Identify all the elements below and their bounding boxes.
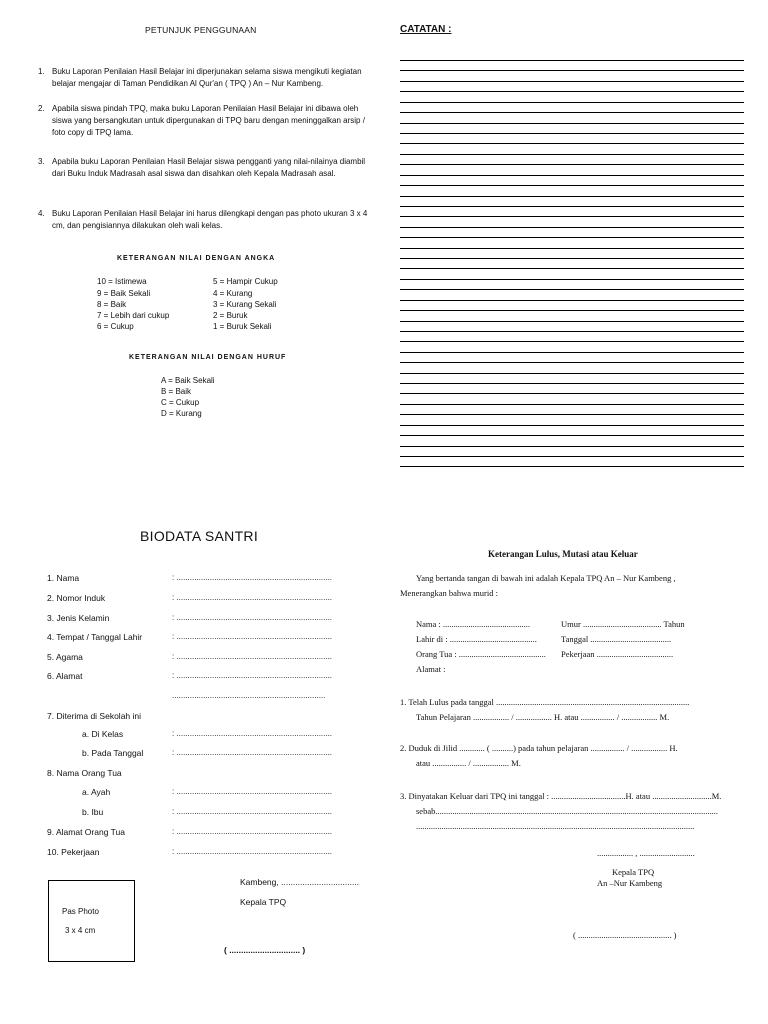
instruction-2	[38, 103, 370, 139]
instruction-3	[38, 156, 370, 180]
lulus-point-3-reason-2: ...................................................................................................................................	[416, 821, 695, 831]
catatan-line[interactable]	[400, 70, 744, 71]
lulus-point-1-year: Tahun Pelajaran ................. / ................. H. atau ................ / ................. M.	[416, 712, 670, 722]
biodata-field[interactable]: : ......................................................................	[172, 573, 333, 582]
angka-row: 7 = Lebih dari cukup	[97, 311, 170, 320]
angka-row: 5 = Hampir Cukup	[213, 277, 278, 286]
biodata-field[interactable]: : ......................................................................	[172, 748, 333, 757]
lulus-point-3: 3. Dinyatakan Keluar dari TPQ ini tanggal : ...................................H. atau ............................M.	[400, 791, 722, 801]
catatan-line[interactable]	[400, 383, 744, 384]
lulus-point-2: 2. Duduk di Jilid ............ ( ..........) pada tahun pelajaran ................ / ................. H.	[400, 743, 678, 753]
instruction-text: Apabila buku Laporan Penilaian Hasil Belajar siswa pengganti yang nilai-nilainya diambil dari Buku Induk Madrasah asal siswa dan disahkan oleh Kepala Madrasah asal.	[52, 157, 366, 178]
biodata-label: 5. Agama	[47, 652, 83, 662]
biodata-field[interactable]: : ......................................................................	[172, 632, 333, 641]
lulus-alamat: Alamat :	[416, 664, 446, 674]
biodata-label: 9. Alamat Orang Tua	[47, 827, 125, 837]
angka-row: 9 = Baik Sekali	[97, 289, 151, 298]
lulus-tanggal: Tanggal ......................................	[561, 634, 672, 644]
biodata-field[interactable]: : ......................................................................	[172, 652, 333, 661]
lulus-intro: Yang bertanda tangan di bawah ini adalah Kepala TPQ An – Nur Kambeng ,	[416, 573, 676, 583]
catatan-line[interactable]	[400, 154, 744, 155]
biodata-label: 3. Jenis Kelamin	[47, 613, 110, 623]
lulus-place-date: ................. , ..........................	[597, 848, 695, 858]
catatan-line[interactable]	[400, 185, 744, 186]
catatan-line[interactable]	[400, 133, 744, 134]
catatan-line[interactable]	[400, 112, 744, 113]
lulus-point-3-reason: sebab.....................................................................................................................................	[416, 806, 718, 816]
instruction-1	[38, 66, 370, 90]
lulus-point-2-year: atau ................ / ................. M.	[416, 758, 521, 768]
catatan-line[interactable]	[400, 362, 744, 363]
instruction-text: Buku Laporan Penilaian Hasil Belajar ini diperjunakan selama siswa mengikuti kegiatan belajar mengajar di Taman Pendidikan Al Qur'an ( TPQ ) An – Nur Kambeng.	[52, 67, 362, 88]
biodata-field[interactable]: : ......................................................................	[172, 729, 333, 738]
biodata-label: b. Pada Tanggal	[82, 748, 144, 758]
catatan-line[interactable]	[400, 373, 744, 374]
biodata-field[interactable]: : ......................................................................	[172, 847, 333, 856]
biodata-label: 6. Alamat	[47, 671, 83, 681]
catatan-line[interactable]	[400, 237, 744, 238]
lulus-umur: Umur ..................................... Tahun	[561, 619, 685, 629]
catatan-line[interactable]	[400, 123, 744, 124]
lulus-kepala-2: An –Nur Kambeng	[597, 878, 663, 888]
biodata-label: 4. Tempat / Tanggal Lahir	[47, 632, 143, 642]
huruf-row: A = Baik Sekali	[161, 376, 215, 385]
catatan-line[interactable]	[400, 404, 744, 405]
biodata-field[interactable]: .....................................................................	[172, 691, 326, 700]
photo-box	[48, 880, 135, 962]
photo-label: Pas Photo	[62, 907, 99, 916]
catatan-line[interactable]	[400, 393, 744, 394]
instruction-text: Apabila siswa pindah TPQ, maka buku Laporan Penilaian Hasil Belajar ini dibawa oleh siswa yang bersangkutan untuk dipergunakan di TPQ baru dengan meninggalkan arsip / foto copy di TPQ lama.	[52, 104, 365, 137]
catatan-line[interactable]	[400, 331, 744, 332]
biodata-kepala: Kepala TPQ	[240, 897, 287, 907]
lulus-signature: ( ............................................ )	[573, 930, 677, 940]
biodata-label: 8. Nama Orang Tua	[47, 768, 122, 778]
catatan-line[interactable]	[400, 300, 744, 301]
biodata-label: 10. Pekerjaan	[47, 847, 100, 857]
lulus-pekerjaan: Pekerjaan ....................................	[561, 649, 674, 659]
photo-size: 3 x 4 cm	[65, 926, 96, 935]
biodata-label: a. Ayah	[82, 787, 111, 797]
biodata-field[interactable]: : ......................................................................	[172, 807, 333, 816]
biodata-label: a. Di Kelas	[82, 729, 124, 739]
angka-row: 8 = Baik	[97, 300, 127, 309]
catatan-line[interactable]	[400, 425, 744, 426]
angka-row: 6 = Cukup	[97, 322, 134, 331]
biodata-label: 1. Nama	[47, 573, 80, 583]
angka-row: 2 = Buruk	[213, 311, 248, 320]
catatan-line[interactable]	[400, 175, 744, 176]
biodata-title: BIODATA SANTRI	[140, 528, 259, 544]
lulus-point-1: 1. Telah Lulus pada tanggal ...........................................................................................	[400, 697, 690, 707]
angka-title: KETERANGAN NILAI DENGAN ANGKA	[117, 255, 276, 262]
angka-row: 4 = Kurang	[213, 289, 253, 298]
lulus-title: Keterangan Lulus, Mutasi atau Keluar	[488, 549, 638, 559]
catatan-line[interactable]	[400, 164, 744, 165]
angka-row: 10 = Istimewa	[97, 277, 147, 286]
biodata-field[interactable]: : ......................................................................	[172, 787, 333, 796]
instruction-number: 3.	[38, 157, 45, 166]
catatan-line[interactable]	[400, 310, 744, 311]
petunjuk-title: PETUNJUK PENGGUNAAN	[145, 25, 257, 35]
lulus-ortu: Orang Tua : .........................................	[416, 649, 546, 659]
lulus-nama: Nama : .........................................	[416, 619, 531, 629]
biodata-signature: ( .............................. )	[224, 945, 306, 955]
lulus-lahir: Lahir di : .........................................	[416, 634, 537, 644]
catatan-title: CATATAN :	[400, 24, 452, 35]
catatan-line[interactable]	[400, 248, 744, 249]
catatan-line[interactable]	[400, 279, 744, 280]
huruf-title: KETERANGAN NILAI DENGAN HURUF	[129, 354, 287, 361]
catatan-line[interactable]	[400, 435, 744, 436]
catatan-line[interactable]	[400, 258, 744, 259]
catatan-line[interactable]	[400, 216, 744, 217]
biodata-field[interactable]: : ......................................................................	[172, 827, 333, 836]
biodata-label: b. Ibu	[82, 807, 104, 817]
catatan-line[interactable]	[400, 414, 744, 415]
biodata-label: 2. Nomor Induk	[47, 593, 106, 603]
biodata-field[interactable]: : ......................................................................	[172, 613, 333, 622]
catatan-line[interactable]	[400, 321, 744, 322]
catatan-line[interactable]	[400, 446, 744, 447]
lulus-kepala: Kepala TPQ	[612, 867, 655, 877]
instruction-4	[38, 208, 370, 232]
catatan-line[interactable]	[400, 196, 744, 197]
biodata-label: 7. Diterima di Sekolah ini	[47, 711, 142, 721]
angka-row: 1 = Buruk Sekali	[213, 322, 272, 331]
angka-row: 3 = Kurang Sekali	[213, 300, 277, 309]
catatan-line[interactable]	[400, 91, 744, 92]
catatan-line[interactable]	[400, 289, 744, 290]
catatan-line[interactable]	[400, 206, 744, 207]
catatan-line[interactable]	[400, 268, 744, 269]
biodata-place-date: Kambeng, .................................	[240, 877, 360, 887]
catatan-line[interactable]	[400, 81, 744, 82]
biodata-field[interactable]: : ......................................................................	[172, 671, 333, 680]
huruf-row: C = Cukup	[161, 398, 200, 407]
catatan-line[interactable]	[400, 102, 744, 103]
catatan-line[interactable]	[400, 352, 744, 353]
biodata-field[interactable]: : ......................................................................	[172, 593, 333, 602]
catatan-line[interactable]	[400, 143, 744, 144]
instruction-number: 2.	[38, 104, 45, 113]
huruf-row: D = Kurang	[161, 409, 202, 418]
instruction-number: 1.	[38, 67, 45, 76]
huruf-row: B = Baik	[161, 387, 192, 396]
instruction-number: 4.	[38, 209, 45, 218]
catatan-line[interactable]	[400, 341, 744, 342]
catatan-line[interactable]	[400, 456, 744, 457]
catatan-line[interactable]	[400, 60, 744, 61]
lulus-intro-2: Menerangkan bahwa murid :	[400, 588, 498, 598]
instruction-text: Buku Laporan Penilaian Hasil Belajar ini harus dilengkapi dengan pas photo ukuran 3 x 4 cm, dan pengisiannya dilakukan oleh wali kelas.	[52, 209, 368, 230]
catatan-line[interactable]	[400, 466, 744, 467]
catatan-line[interactable]	[400, 227, 744, 228]
